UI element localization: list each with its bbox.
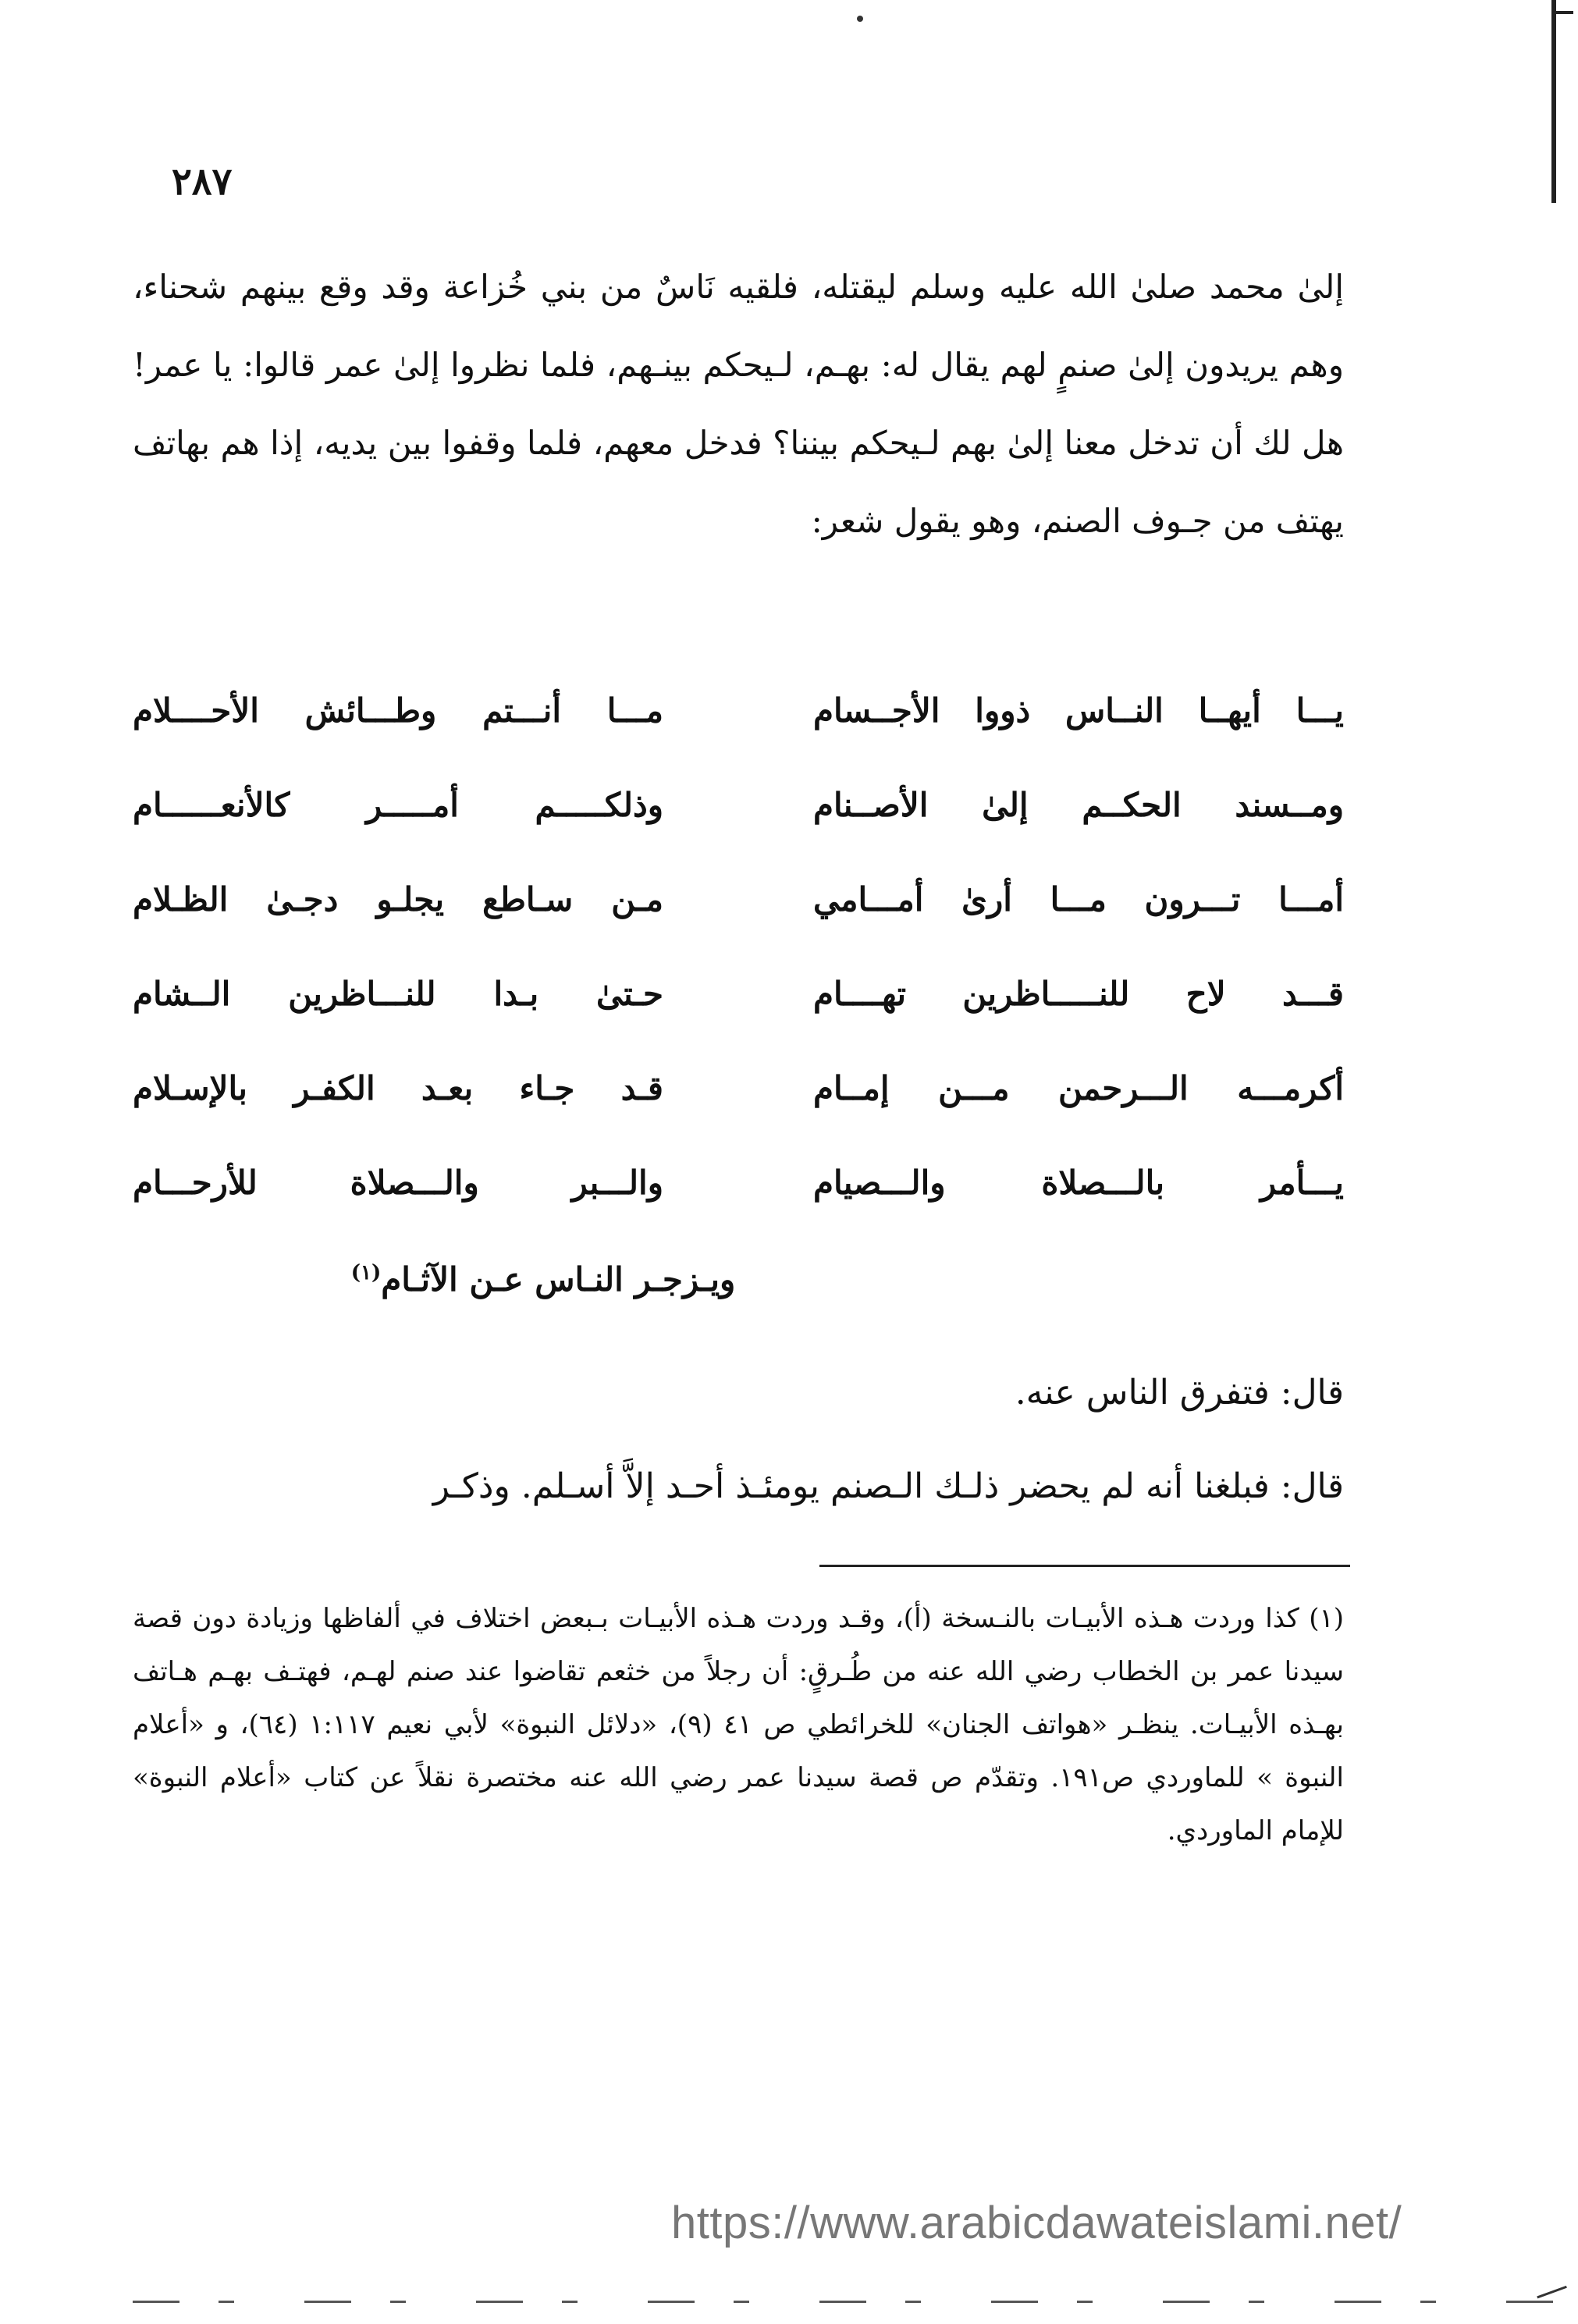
verse-second-hemistich: والـــبر والـــصلاة للأرحـــام [133,1164,663,1202]
verse-closing-line [133,1230,1344,1316]
verse-line [133,947,1344,1041]
footnote [133,1592,1344,1857]
verse-second-hemistich: مـن سـاطع يجلـو دجـىٰ الظـلام [133,880,663,919]
scan-bottom-marks [133,2301,1553,2303]
watermark-url: https://www.arabicdawateislami.net/ [671,2198,1402,2248]
closing-text [133,1346,1344,1533]
verse-line [133,852,1344,947]
scan-edge-bar [1551,0,1556,203]
footnote-marker: (١) [350,1261,382,1285]
verse-closing-text: ويـزجـر النـاس عـن الآثـام [381,1260,736,1299]
prose-paragraph: إلىٰ محمد صلىٰ الله عليه وسلم ليقتله، فلقيه نَاسٌ من بني خُزاعة وقد وقع بينهم شحناء، وهم يريدون إلىٰ صنمٍ لهم يقال له: بهـم، لـيحكم بينـهم، فلما نظروا إلىٰ عمر قالوا: يا عمر! هل لك أن تدخل معنا إلىٰ بهم لـيحكم بيننا؟ فدخل معهم، فلما وقفوا بين يديه، إذا هم بهاتف يهتف من جـوف الصنم، وهو يقول شعر: [133,268,1344,540]
verse-line [133,758,1344,852]
verse-line [133,663,1344,758]
verse-first-hemistich: ومــسند الحكــم إلىٰ الأصــنام [813,786,1344,824]
verse-line [133,1135,1344,1230]
main-text [133,248,1344,560]
scan-corner-mark [1537,2286,1572,2313]
closing-line-2: قال: فبلغنا أنه لم يحضر ذلـك الـصنم يومئـذ أحـد إلاَّ أسـلم. وذكـر [432,1466,1344,1506]
verse-first-hemistich: يـــا أيهــا النــاس ذووا الأجــسام [813,691,1344,730]
verse-first-hemistich: يـــأمر بالـــصلاة والـــصيام [813,1164,1344,1202]
closing-line-1: قال: فتفرق الناس عنه. [1015,1373,1344,1413]
page-number: ٢٨٧ [172,160,233,204]
verse-first-hemistich: أمـــا تـــرون مـــا أرىٰ أمـــامي [813,880,1344,919]
poem [133,663,1344,1316]
footnote-text: (١) كذا وردت هـذه الأبيـات بالنـسخة (أ)، وقـد وردت هـذه الأبيـات بـبعض اختلاف في ألفاظها وزيادة دون قصة سيدنا عمر بن الخطاب رضي الله عنه من طُـرقٍ: أن رجلاً من خثعم تقاضوا عند صنم لهـم، فهتـف بهـم هـاتف بهـذه الأبيـات. ينظـر «هواتف الجنان» للخرائطي ص ٤١ (٩)، «دلائل النبوة» لأبي نعيم ١:١١٧ (٦٤)، و «أعلام النبوة » للماوردي ص١٩١. وتقدّم ص قصة سيدنا عمر رضي الله عنه مختصرة نقلاً عن كتاب «أعلام النبوة» للإمام الماوردي. [133,1603,1344,1846]
verse-first-hemistich: قـــد لاح للنـــــاظرين تهــــام [813,975,1344,1013]
verse-second-hemistich: مـــا أنـــتم وطـــائش الأحــــلام [133,691,663,730]
verse-second-hemistich: وذلكـــــم أمـــــر كالأنعــــــام [133,786,663,824]
scan-speck [857,16,863,22]
verse-first-hemistich: أكرمـــه الـــرحمن مـــن إمــام [813,1069,1344,1107]
footnote-divider [819,1565,1350,1567]
verse-second-hemistich: قـد جـاء بعـد الكفـر بالإسـلام [133,1069,663,1107]
scan-edge-tick [1551,11,1573,14]
verse-second-hemistich: حـتىٰ بـدا للنـــاظرين الــشام [133,975,663,1013]
verse-line [133,1041,1344,1135]
